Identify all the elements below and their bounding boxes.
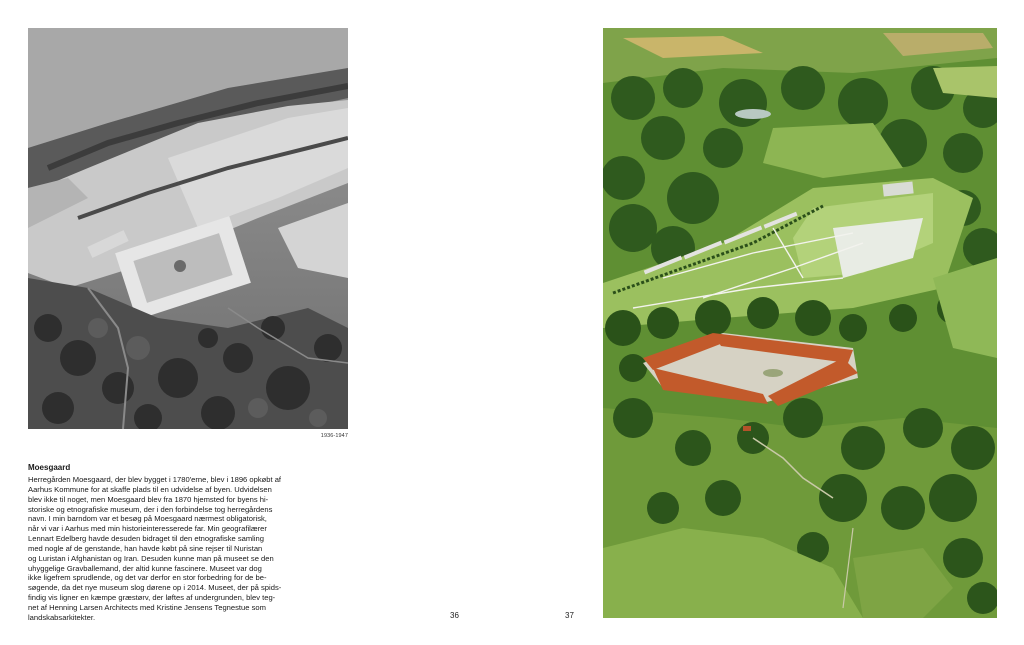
body-line: storiske og etnografiske museum, der i den forbindelse tog herregårdens [28, 504, 273, 514]
body-line: ikke ligefrem sprudlende, og det var derfor en stor forbedring for de be- [28, 573, 267, 583]
body-line: Lennart Edelberg havde desuden bidraget til den etnografiske samling [28, 534, 264, 544]
article-heading: Moesgaard [28, 463, 71, 472]
body-line: søgende, da det nye museum slog dørene op i 2014. Museet, der på spids- [28, 583, 282, 593]
body-line: uhyggelige Gravballemand, der altid kunne fascinere. Museet var dog [28, 563, 262, 573]
body-line: findig vis ligner en kæmpe græstørv, der løftes af undergrunden, blev teg- [28, 593, 276, 603]
aerial-photo-historic-image [28, 28, 348, 429]
page-number-left: 36 [450, 611, 459, 620]
body-line: Aarhus Kommune for at skaffe plads til en udvidelse af byen. Udvidelsen [28, 484, 272, 494]
body-line: blev ikke til noget, men Moesgaard blev fra 1870 hjemsted for byens hi- [28, 494, 269, 504]
body-line: landskabsarkitekter. [28, 612, 96, 622]
aerial-photo-museum [603, 28, 997, 618]
body-line: med nogle af de genstande, han havde købt på sine rejser til Nuristan [28, 543, 263, 553]
article-body [28, 475, 328, 623]
photo-caption: 1936-1947 [320, 433, 348, 439]
article-text [28, 463, 328, 623]
aerial-photo-historic [28, 28, 348, 429]
body-line: Herregården Moesgaard, der blev bygget i 1780'erne, blev i 1896 opkøbt af [28, 475, 282, 484]
body-line: når vi var i Aarhus med min historieinteresserede far. Min geografilærer [28, 524, 267, 534]
body-line: navn. I min barndom var et besøg på Moesgaard nærmest obligatorisk, [28, 514, 267, 524]
body-line: net af Henning Larsen Architects med Kristine Jensens Tegnestue som [28, 602, 266, 612]
page-number-right: 37 [565, 611, 574, 620]
aerial-photo-museum-image [603, 28, 997, 618]
body-line: og Luristan i Afghanistan og Iran. Desuden kunne man på museet se den [28, 553, 274, 563]
